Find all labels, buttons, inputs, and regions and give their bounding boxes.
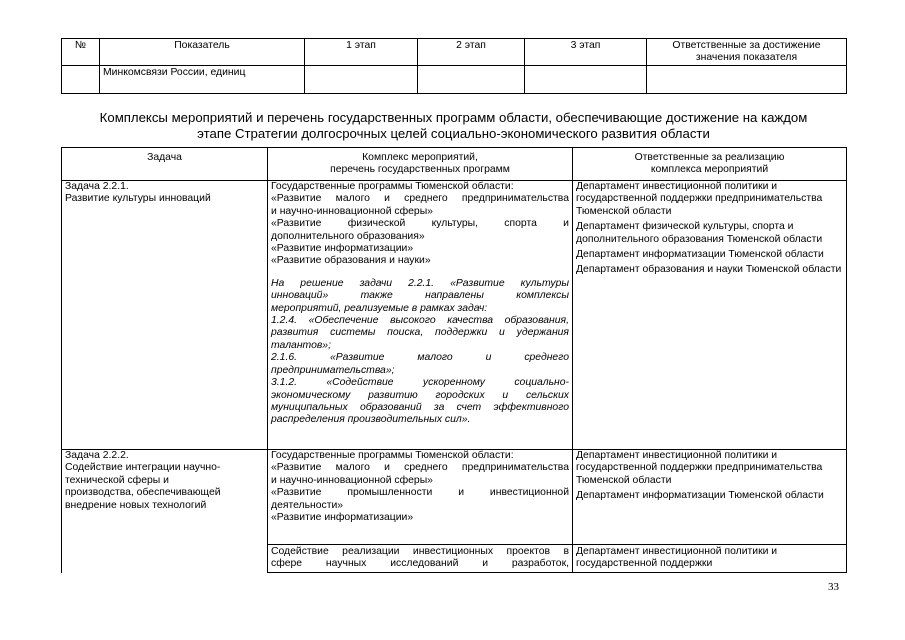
- responsible-entry: Департамент инвестиционной политики и государственной поддержки предпринимательства Тюменской области: [576, 450, 823, 486]
- section-title-line: этапе Стратегии долгосрочных целей социально-экономического развития области: [197, 126, 710, 141]
- row-responsible: [647, 66, 847, 94]
- program-line: и научно-инновационной сферы»: [271, 205, 433, 217]
- responsible-cell: [573, 545, 847, 573]
- col-responsible-header: Ответственные за реализацию комплекса мероприятий: [573, 148, 847, 181]
- note-line: мероприятий, реализуемые в рамках задач:: [271, 302, 488, 314]
- program-line: дополнительного образования»: [271, 230, 425, 242]
- row-indicator: Минкомсвязи России, единиц: [100, 66, 305, 94]
- task-name-line: технической сферы и: [65, 474, 169, 486]
- note-line: муниципальных образований за счет эффективного: [271, 401, 569, 413]
- responsible-entry: Департамент образования и науки Тюменской области: [576, 264, 842, 276]
- sub-responsible-line: Департамент инвестиционной политики и: [576, 546, 778, 557]
- task-code: Задача 2.2.2.: [65, 450, 129, 461]
- row-stage2: [418, 66, 525, 94]
- col-stage1-header: 1 этап: [305, 39, 418, 66]
- col-indicator-header: Показатель: [100, 39, 305, 66]
- measures-header-row: [62, 148, 847, 181]
- task-cell: [62, 450, 268, 573]
- program-line: «Развитие информатизации»: [271, 512, 414, 524]
- col-stage2-header: 2 этап: [418, 39, 525, 66]
- program-line: «Развитие малого и среднего предпринимательства: [271, 193, 569, 205]
- note-line: инноваций» также направлены комплексы: [271, 290, 569, 302]
- responsible-entry: Департамент информатизации Тюменской области: [576, 249, 824, 261]
- note-line: 3.1.2. «Содействие ускоренному социально-: [271, 377, 569, 389]
- task-name-line: внедрение новых технологий: [65, 499, 207, 511]
- programs-heading: Государственные программы Тюменской области:: [271, 181, 514, 192]
- program-line: деятельности»: [271, 499, 344, 511]
- note-line: 1.2.4. «Обеспечение высокого качества образования,: [271, 315, 569, 327]
- responsible-cell: [573, 450, 847, 545]
- table-row: [62, 450, 847, 545]
- note-line: экономическому развитию городских и сельских: [271, 389, 569, 401]
- row-number: [62, 66, 100, 94]
- task-name-line: Содействие интеграции научно-: [65, 462, 221, 474]
- responsible-entry: Департамент информатизации Тюменской области: [576, 490, 824, 502]
- row-stage3: [525, 66, 647, 94]
- page-number: 33: [828, 581, 839, 593]
- program-line: «Развитие информатизации»: [271, 243, 414, 255]
- responsible-entry: Департамент физической культуры, спорта и дополнительного образования Тюменской области: [576, 221, 823, 245]
- complex-cell: [268, 545, 573, 573]
- note-line: распределения производительных сил».: [271, 414, 471, 426]
- note-line: предпринимательства»;: [271, 364, 395, 376]
- section-title-line: Комплексы мероприятий и перечень государственных программ области, обеспечивающие достижение на каждом: [99, 110, 808, 125]
- programs-heading: Государственные программы Тюменской области:: [271, 450, 514, 461]
- row-stage1: [305, 66, 418, 94]
- responsible-cell: [573, 181, 847, 450]
- responsible-entry: Департамент инвестиционной политики и государственной поддержки предпринимательства Тюменской области: [576, 181, 823, 217]
- measures-table: [61, 147, 847, 573]
- sub-complex-line: Содействие реализации инвестиционных проектов в: [271, 546, 569, 557]
- program-line: «Развитие физической культуры, спорта и: [271, 218, 569, 230]
- task-code: Задача 2.2.1.: [65, 181, 129, 192]
- table-row: [62, 181, 847, 450]
- col-number-header: №: [62, 39, 100, 66]
- section-title: [61, 110, 846, 142]
- indicators-header-row: [62, 39, 847, 66]
- complex-cell: [268, 450, 573, 545]
- table-row: [62, 66, 847, 94]
- col-complex-header: Комплекс мероприятий, перечень государственных программ: [268, 148, 573, 181]
- col-responsible-header: Ответственные за достижение значения показателя: [647, 39, 847, 66]
- task-name-line: производства, обеспечивающей: [65, 487, 221, 499]
- program-line: «Развитие образования и науки»: [271, 255, 431, 267]
- sub-complex-line: сфере научных исследований и разработок,: [271, 558, 569, 570]
- complex-cell: [268, 181, 573, 450]
- task-name: Развитие культуры инноваций: [65, 193, 211, 205]
- note-line: На решение задачи 2.2.1. «Развитие культуры: [271, 277, 569, 289]
- task-cell: [62, 181, 268, 450]
- program-line: «Развитие малого и среднего предпринимательства: [271, 462, 569, 474]
- col-stage3-header: 3 этап: [525, 39, 647, 66]
- note-line: талантов»;: [271, 339, 331, 351]
- note-line: 2.1.6. «Развитие малого и среднего: [271, 352, 569, 364]
- indicators-table: [61, 38, 847, 94]
- sub-responsible-line: государственной поддержки: [576, 558, 713, 570]
- program-line: и научно-инновационной сферы»: [271, 474, 433, 486]
- note-line: развития системы поиска, поддержки и удержания: [271, 327, 569, 339]
- program-line: «Развитие промышленности и инвестиционной: [271, 487, 569, 499]
- col-task-header: Задача: [62, 148, 268, 181]
